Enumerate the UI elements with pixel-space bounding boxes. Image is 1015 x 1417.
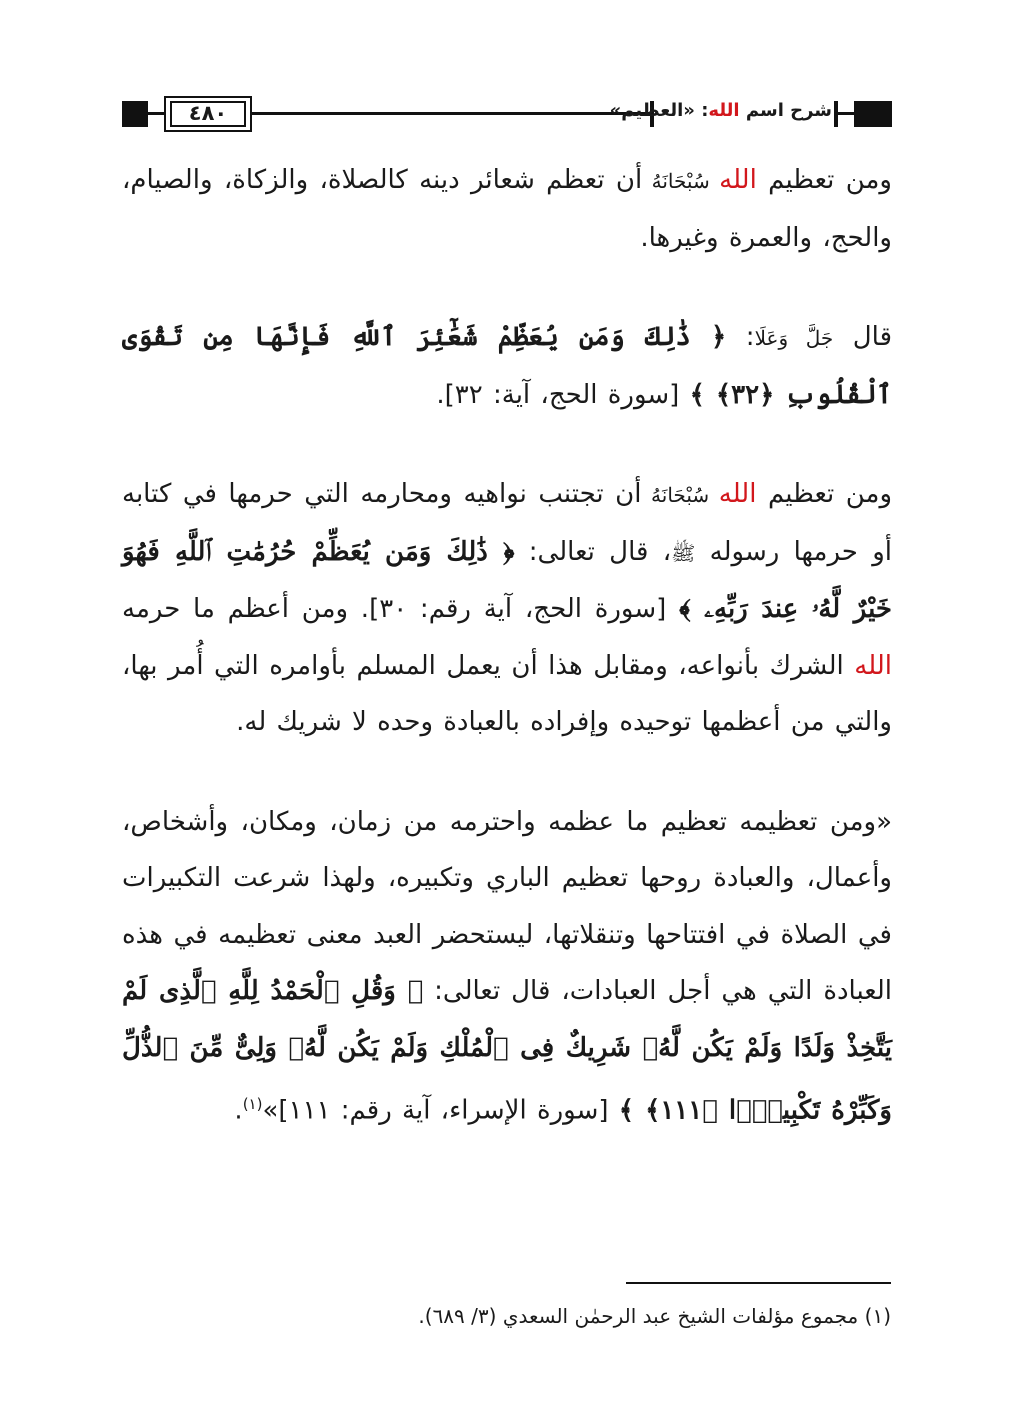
honorific: جَلَّ وَعَلَا — [754, 326, 834, 350]
honorific: سُبْحَانَهُ — [642, 169, 720, 193]
quran-verse: ﴿ ذَٰلِكَ وَمَن يُعَظِّمْ حُرُمَٰتِ ٱللَّهِ فَهُوَ خَيْرٌ لَّهُۥ عِندَ رَبِّهِۦ ﴾ — [122, 536, 893, 624]
page-number: ٤٨٠ — [188, 101, 228, 125]
header-title: شرح اسم الله: «العظيم» — [609, 100, 832, 121]
header-square-left — [854, 101, 892, 127]
page-body — [122, 152, 892, 1139]
header-square-right — [122, 101, 148, 127]
quran-verse: ﴿ وَقُلِ ٱلْحَمْدُ لِلَّهِ ٱلَّذِى لَمْ يَتَّخِذْ وَلَدًا وَلَمْ يَكُن لَّهُۥ شَرِيكٌ فِى ٱلْمُلْكِ وَلَمْ يَكُن لَّهُۥ وَلِىٌّ مِّنَ ٱلذُّلِّ وَكَبِّرْهُ تَكْبِيرًۢا ﴿١١١﴾ ﴾ — [122, 976, 892, 1126]
quran-verse: ﴿ ذَٰلِكَ وَمَن يُعَظِّمْ شَعَٰٓئِرَ ٱللَّهِ فَإِنَّهَا مِن تَقْوَى ٱلْقُلُوبِ ﴿٣٢﴾ ﴾ — [122, 322, 892, 410]
header-rule-right — [838, 112, 854, 115]
verse-reference: [سورة الحج، آية: ٣٢]. — [436, 379, 690, 410]
header-title-allah: الله — [708, 100, 740, 121]
page-number-box — [164, 96, 252, 132]
paragraph-4: «ومن تعظيمه تعظيم ما عظمه واحترمه من زمان، ومكان، وأشخاص، وأعمال، والعبادة روحها تعظيم الباري وتكبيره، ولهذا شرعت التكبيرات في الصلاة في افتتاحها وتنقلاتها، ليستحضر العبد معنى تعظيمه في هذه العبادة التي هي أجل العبادات، قال تعالى: ﴿ وَقُلِ ٱلْحَمْدُ لِلَّهِ ٱلَّذِى لَمْ يَتَّخِذْ وَلَدًا وَلَمْ يَكُن لَّهُۥ شَرِيكٌ فِى ٱلْمُلْكِ وَلَمْ يَكُن لَّهُۥ وَلِىٌّ مِّنَ ٱلذُّلِّ وَكَبِّرْهُ تَكْبِيرًۢا ﴿١١١﴾ ﴾ [سورة الإسراء، آية رقم: ١١١]»$^{(١)}$. — [122, 806, 892, 1126]
verse-reference: [سورة الحج، آية رقم: ٣٠]. ومن أعظم ما حرمه — [122, 594, 680, 624]
verse-reference: [سورة الإسراء، آية رقم: ١١١]» — [262, 1095, 619, 1126]
footnote: (١) مجموع مؤلفات الشيخ عبد الرحمٰن السعدي (٣/ ٦٨٩). — [418, 1304, 891, 1328]
header-rule-middle — [252, 112, 652, 115]
paragraph-2: قال جَلَّ وَعَلَا: ﴿ ذَٰلِكَ وَمَن يُعَظِّمْ شَعَٰٓئِرَ ٱللَّهِ فَإِنَّهَا مِن تَقْوَى ٱلْقُلُوبِ ﴿٣٢﴾ ﴾ [سورة الحج، آية: ٣٢]. — [122, 322, 892, 410]
salutation-glyph: ﷺ — [671, 540, 696, 565]
allah-name: الله — [854, 650, 892, 681]
allah-name: الله — [719, 165, 757, 195]
footnote-marker[interactable]: (١) — [242, 1095, 263, 1113]
running-header — [122, 92, 892, 136]
paragraph-3: ومن تعظيم الله سُبْحَانَهُ أن تجتنب نواهيه ومحارمه التي حرمها في كتابه أو حرمها رسوله ﷺ، قال تعالى: ﴿ ذَٰلِكَ وَمَن يُعَظِّمْ حُرُمَٰتِ ٱللَّهِ فَهُوَ خَيْرٌ لَّهُۥ عِندَ رَبِّهِۦ ﴾ [سورة الحج، آية رقم: ٣٠]. ومن أعظم ما حرمه الله الشرك بأنواعه، ومقابل هذا أن يعمل المسلم بأوامره التي أُمر بها، والتي من أعظمها توحيده وإفراده بالعبادة وحده لا شريك له. — [122, 479, 893, 737]
allah-name: الله — [718, 479, 757, 509]
footnote-separator — [626, 1282, 891, 1284]
honorific: سُبْحَانَهُ — [641, 483, 719, 507]
header-rule-left — [148, 112, 164, 115]
paragraph-1: ومن تعظيم الله سُبْحَانَهُ أن تعظم شعائر دينه كالصلاة، والزكاة، والصيام، والحج، والعمرة وغيرها. — [122, 165, 892, 253]
